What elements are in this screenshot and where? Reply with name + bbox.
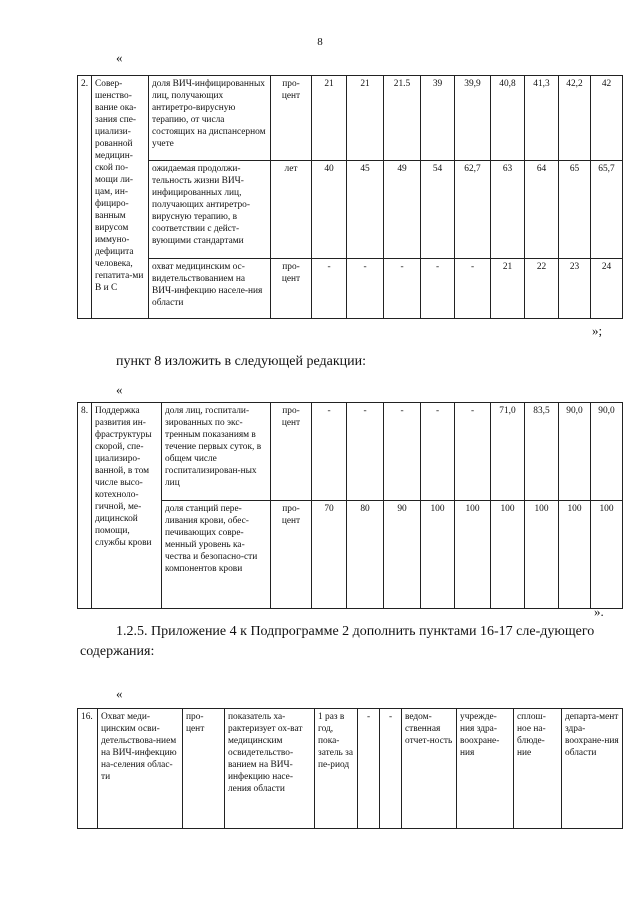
unit: лет — [271, 161, 312, 259]
indicator: охват медицинским ос-видетельствованием на ВИЧ-инфекцию населе-ния области — [149, 259, 271, 319]
value-cell: 100 — [455, 501, 491, 609]
value-cell: 65 — [559, 161, 591, 259]
value-cell: - — [421, 403, 455, 501]
value-cell: 42 — [591, 76, 623, 161]
value-cell: 40 — [312, 161, 347, 259]
data-source: ведом-ственная отчет-ность — [402, 709, 457, 829]
opening-quote: « — [116, 686, 123, 701]
value-cell: 71,0 — [491, 403, 525, 501]
table-row — [78, 403, 623, 501]
responsible: департа-мент здра-воохране-ния области — [562, 709, 623, 829]
definition: показатель ха-рактеризует ох-ват медицинским освидетельство-ванием на ВИЧ-инфекцию насе-ления области — [225, 709, 315, 829]
value-cell: 45 — [347, 161, 384, 259]
value-cell: 22 — [525, 259, 559, 319]
value-cell: 100 — [559, 501, 591, 609]
value-cell: - — [347, 403, 384, 501]
value-cell: - — [455, 403, 491, 501]
value-cell: 62,7 — [455, 161, 491, 259]
value-cell: 21.5 — [384, 76, 421, 161]
coverage: сплош-ное на-блюде-ние — [514, 709, 562, 829]
goal-name: Поддержка развития ин-фраструктуры скорой, спе-циализиро-ванной, в том числе высо-котехноло-гичной, ме-дицинской помощи, службы крови — [92, 403, 162, 609]
indicator-name: Охват меди-цинским осви-детельствова-нием на ВИЧ-инфекцию на-селения облас-ти — [98, 709, 183, 829]
table-row — [78, 709, 623, 829]
basic-indicators-cell: - — [380, 709, 402, 829]
value-cell: 90,0 — [591, 403, 623, 501]
paragraph: пункт 8 изложить в следующей редакции: — [116, 354, 366, 369]
paragraph: 1.2.5. Приложение 4 к Подпрограмме 2 дополнить пунктами 16-17 сле-дующего содержания: — [80, 624, 595, 659]
value-cell: 42,2 — [559, 76, 591, 161]
table-row — [78, 161, 623, 259]
observation-unit: учрежде-ния здра-воохране-ния — [457, 709, 514, 829]
value-cell: - — [384, 403, 421, 501]
value-cell: 100 — [421, 501, 455, 609]
value-cell: 65,7 — [591, 161, 623, 259]
value-cell: 39,9 — [455, 76, 491, 161]
indicator: доля станций пере-ливания крови, обес-печивающих совре-менный уровень ка-чества и безопасно-сти компонентов крови — [162, 501, 271, 609]
value-cell: 21 — [491, 259, 525, 319]
row-number: 16. — [78, 709, 98, 829]
row-number: 2. — [78, 76, 92, 319]
value-cell: - — [347, 259, 384, 319]
opening-quote: « — [116, 382, 123, 397]
row-number: 8. — [78, 403, 92, 609]
value-cell: 64 — [525, 161, 559, 259]
value-cell: 39 — [421, 76, 455, 161]
table-subprogram-2 — [77, 75, 623, 319]
value-cell: 83,5 — [525, 403, 559, 501]
indicator: доля лиц, госпитали-зированных по экс-тренным показаниям в течение первых суток, в общем числе госпитализирован-ных лиц — [162, 403, 271, 501]
value-cell: - — [455, 259, 491, 319]
closing-quote: ». — [594, 604, 604, 619]
value-cell: 90,0 — [559, 403, 591, 501]
value-cell: 100 — [591, 501, 623, 609]
value-cell: 23 — [559, 259, 591, 319]
value-cell: 70 — [312, 501, 347, 609]
value-cell: - — [384, 259, 421, 319]
unit: про-цент — [271, 76, 312, 161]
unit: про-цент — [183, 709, 225, 829]
value-cell: - — [312, 403, 347, 501]
opening-quote: « — [116, 50, 123, 65]
value-cell: - — [312, 259, 347, 319]
value-cell: 21 — [312, 76, 347, 161]
value-cell: 40,8 — [491, 76, 525, 161]
indicator: доля ВИЧ-инфицированных лиц, получающих антиретро-вирусную терапию, от числа состоящих на диспансерном учете — [149, 76, 271, 161]
value-cell: 21 — [347, 76, 384, 161]
page-number: 8 — [317, 36, 323, 48]
value-cell: 100 — [491, 501, 525, 609]
periodicity: 1 раз в год, пока-затель за пе-риод — [315, 709, 358, 829]
indicator: ожидаемая продолжи-тельность жизни ВИЧ-инфицированных лиц, получающих антиретро-вирусную терапию, в соответствии с дейст-вующими стандартами — [149, 161, 271, 259]
table-row — [78, 76, 623, 161]
formula-cell: - — [358, 709, 380, 829]
table-appendix-4 — [77, 708, 623, 829]
value-cell: 49 — [384, 161, 421, 259]
table-item-8 — [77, 402, 623, 609]
value-cell: - — [421, 259, 455, 319]
unit: про-цент — [271, 501, 312, 609]
value-cell: 80 — [347, 501, 384, 609]
unit: про-цент — [271, 259, 312, 319]
value-cell: 54 — [421, 161, 455, 259]
table-row — [78, 259, 623, 319]
closing-quote: »; — [592, 323, 603, 338]
value-cell: 90 — [384, 501, 421, 609]
unit: про-цент — [271, 403, 312, 501]
value-cell: 24 — [591, 259, 623, 319]
value-cell: 100 — [525, 501, 559, 609]
value-cell: 63 — [491, 161, 525, 259]
value-cell: 41,3 — [525, 76, 559, 161]
goal-name: Совер-шенство-вание ока-зания спе-циализи-рованной медицин-ской по-мощи ли-цам, ин-фициро-ванным вирусом иммуно-дефицита человека, гепатита-ми В и С — [92, 76, 149, 319]
